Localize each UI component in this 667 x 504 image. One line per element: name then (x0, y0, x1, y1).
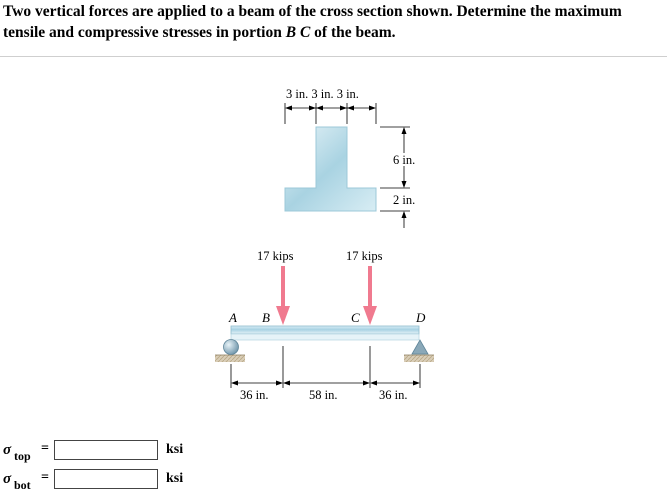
load-right-label: 17 kips (346, 249, 383, 263)
beam-body (231, 326, 419, 340)
equals-sign: = (41, 441, 49, 456)
pin-support-right (404, 340, 434, 362)
load-arrow-right (363, 266, 377, 325)
sigma-bot-input[interactable] (54, 469, 158, 489)
sigma-symbol: σ (3, 442, 12, 458)
load-left-label: 17 kips (257, 249, 294, 263)
height-dimension-lines (380, 127, 410, 228)
span-2-label: 58 in. (309, 388, 338, 402)
sigma-symbol: σ (3, 471, 12, 487)
equals-sign: = (41, 470, 49, 485)
width-dimension-lines (285, 103, 376, 124)
sigma-bot-unit: ksi (166, 471, 184, 486)
pin-support-left (215, 340, 245, 363)
dim-height-bottom-label: 2 in. (393, 193, 416, 207)
point-d-label: D (416, 310, 426, 325)
sigma-top-unit: ksi (166, 442, 184, 457)
sigma-top-input[interactable] (54, 440, 158, 460)
span-dimension-lines (231, 346, 420, 388)
point-c-label: C (351, 310, 360, 325)
sigma-top-subscript: top (14, 449, 31, 463)
beam-diagram (215, 249, 434, 402)
dim-widths-label: 3 in. 3 in. 3 in. (286, 87, 359, 101)
problem-line-1: Two vertical forces are applied to a beam of the cross section shown. Determine the maximum (3, 3, 622, 20)
span-1-label: 36 in. (240, 388, 269, 402)
point-a-label: A (229, 310, 237, 325)
problem-line-2-post: of the beam. (310, 24, 396, 41)
t-section-shape (285, 127, 376, 211)
portion-variable: B C (285, 24, 311, 41)
problem-line-2-pre: tensile and compressive stresses in portion (3, 24, 286, 41)
point-b-label: B (262, 310, 270, 325)
cross-section (285, 87, 415, 228)
sigma-bot-subscript: bot (14, 478, 31, 492)
span-3-label: 36 in. (379, 388, 408, 402)
dim-height-top-label: 6 in. (393, 153, 416, 167)
load-arrow-left (276, 266, 290, 325)
